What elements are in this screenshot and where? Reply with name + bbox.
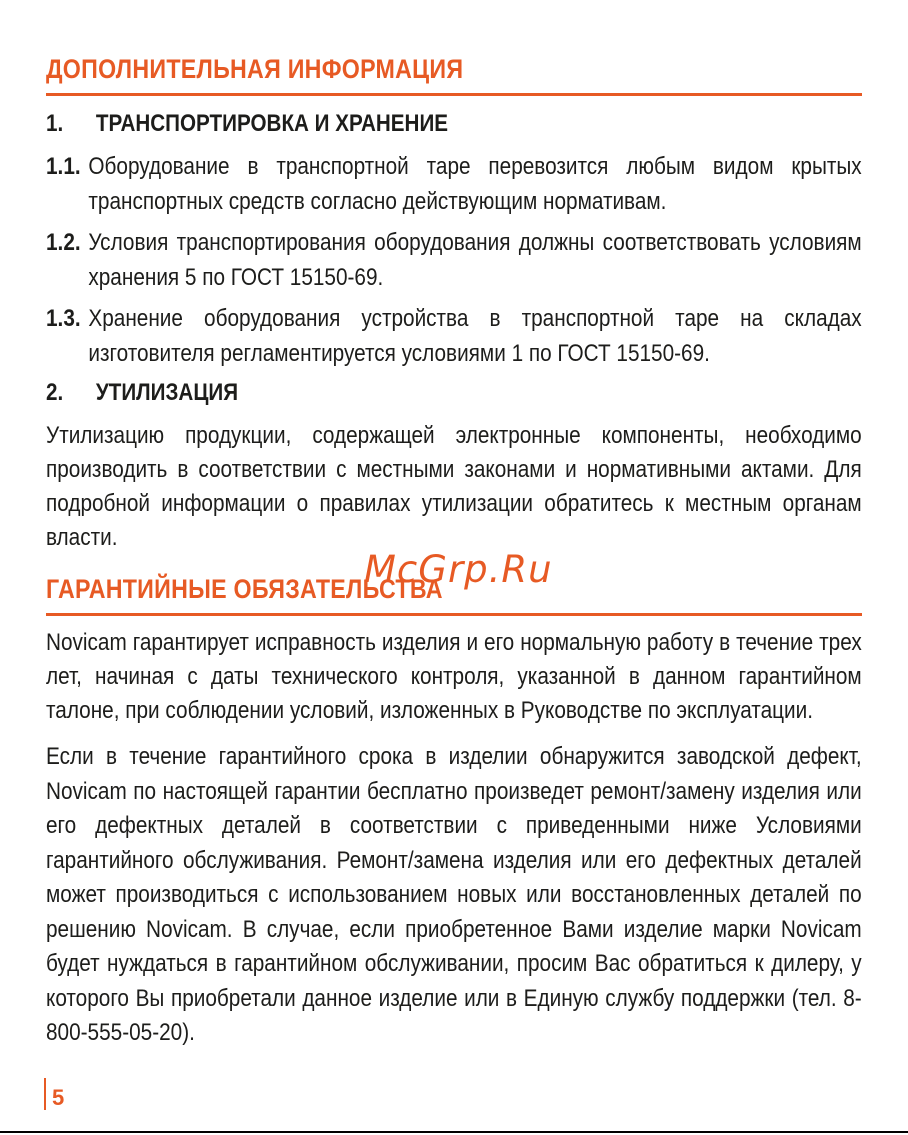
item-number: 1.2. xyxy=(46,229,81,256)
additional-info-title: ДОПОЛНИТЕЛЬНАЯ ИНФОРМАЦИЯ xyxy=(46,54,464,84)
bottom-border xyxy=(0,1131,908,1133)
item-text: Хранение оборудования устройства в транспортной таре на складах изготовителя регламентируется условиями 1 по ГОСТ 15150-69. xyxy=(88,305,862,367)
transport-item-3 xyxy=(46,301,862,371)
title-divider xyxy=(46,93,862,96)
page-content xyxy=(46,0,862,1051)
warranty-paragraph-1: Novicam гарантирует исправность изделия и его нормальную работу в течение трех лет, начиная с даты технического контроля, указанной в данном гарантийном талоне, при соблюдении условий, изложенных в Руководстве по эксплуатации. xyxy=(46,629,862,724)
item-number: 1.3. xyxy=(46,305,81,332)
watermark: McGrp.Ru xyxy=(364,548,553,591)
warranty-divider xyxy=(46,613,862,616)
page-number-bar xyxy=(44,1078,46,1110)
disposal-text: Утилизацию продукции, содержащей электронные компоненты, необходимо производить в соответствии с местными законами и нормативными актами. Для подробной информации о правилах утилизации обратитесь к местным органам власти. xyxy=(46,422,862,551)
item-text: Оборудование в транспортной таре перевозится любым видом крытых транспортных средств согласно действующим нормативам. xyxy=(88,153,862,215)
warranty-paragraph-2: Если в течение гарантийного срока в изделии обнаружится заводской дефект, Novicam по настоящей гарантии бесплатно произведет ремонт/замену изделия или его дефектных деталей в соответствии с приведенными ниже Условиями гарантийного обслуживания. Ремонт/замена изделия или его дефектных деталей может производиться с использованием новых или восстановленных деталей по решению Novicam. В случае, если приобретенное Вами изделие марки Novicam будет нуждаться в гарантийном обслуживании, просим Вас обратиться к дилеру, у которого Вы приобретали данное изделие или в Единую службу поддержки (тел. 8-800-555-05-20). xyxy=(46,743,862,1046)
page-number: 5 xyxy=(52,1085,65,1110)
warranty-title: ГАРАНТИЙНЫЕ ОБЯЗАТЕЛЬСТВА xyxy=(46,574,443,604)
transport-heading-number: 1. xyxy=(46,110,64,137)
item-text: Условия транспортирования оборудования должны соответствовать условиям хранения 5 по ГОСТ 15150-69. xyxy=(88,229,862,291)
transport-heading-text: ТРАНСПОРТИРОВКА И ХРАНЕНИЕ xyxy=(95,110,449,137)
item-number: 1.1. xyxy=(46,153,81,180)
transport-item-2 xyxy=(46,225,862,295)
disposal-heading xyxy=(46,377,748,409)
transport-heading xyxy=(46,108,748,140)
disposal-heading-number: 2. xyxy=(46,379,64,406)
disposal-heading-text: УТИЛИЗАЦИЯ xyxy=(95,379,239,406)
transport-item-1 xyxy=(46,149,862,219)
